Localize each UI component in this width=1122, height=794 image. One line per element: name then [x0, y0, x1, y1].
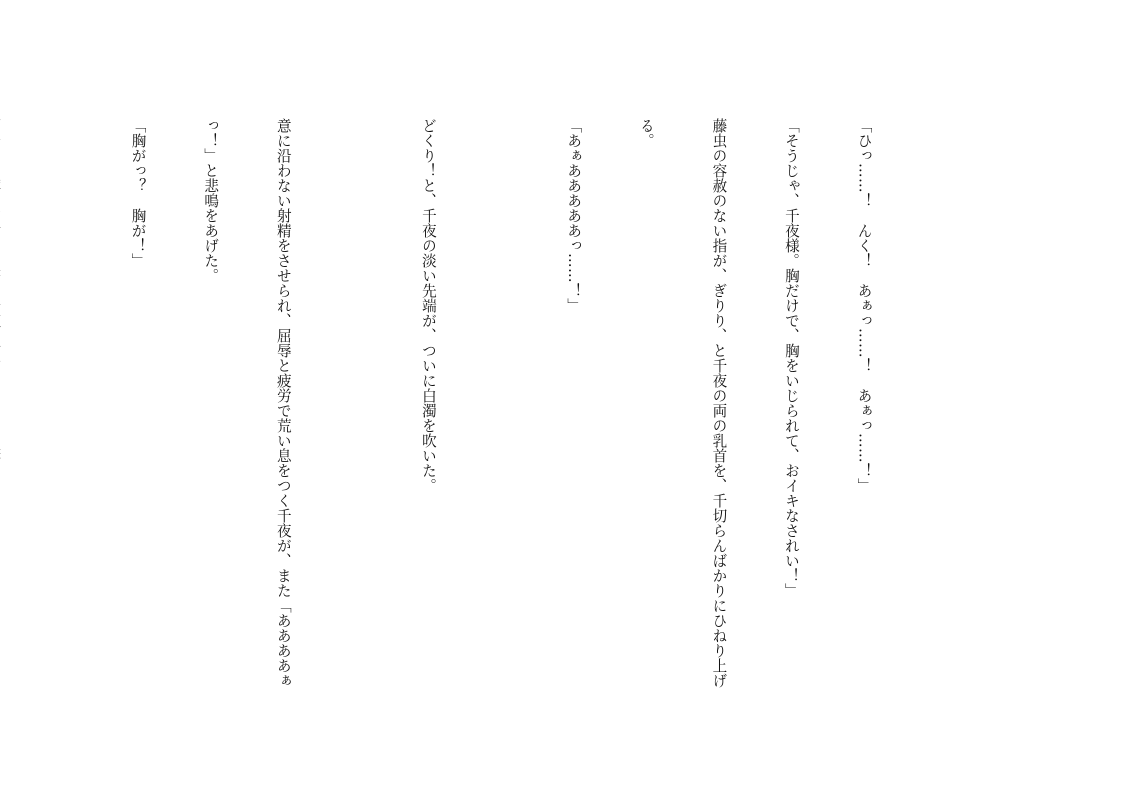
text-line: る。 — [637, 118, 655, 148]
vertical-text-body — [0, 118, 924, 738]
text-line: 意に沿わない射精をさせられ、屈辱と疲労で荒い息をつく千夜が、また「ああああぁ — [274, 118, 292, 688]
text-line — [0, 118, 4, 738]
text-line: 「あぁあああああっ……！」 — [565, 118, 583, 313]
text-line: っ！」と悲鳴をあげた。 — [202, 118, 220, 283]
text-line: 「胸がっ？ 胸が！」 — [129, 118, 147, 268]
text-line: 藤虫の容赦のない指が、ぎりり、と千夜の両の乳首を、千切らんばかりにひねり上げ — [710, 118, 728, 688]
text-line: どくり！と、千夜の淡い先端が、ついに白濁を吹いた。 — [419, 118, 437, 493]
text-line: 「ひっ……！ んく！ あぁっ……！ あぁっ……！」 — [855, 118, 873, 493]
text-line: 「そうじゃ、千夜様。胸だけで、胸をいじられて、おイキなされい！」 — [782, 118, 800, 598]
